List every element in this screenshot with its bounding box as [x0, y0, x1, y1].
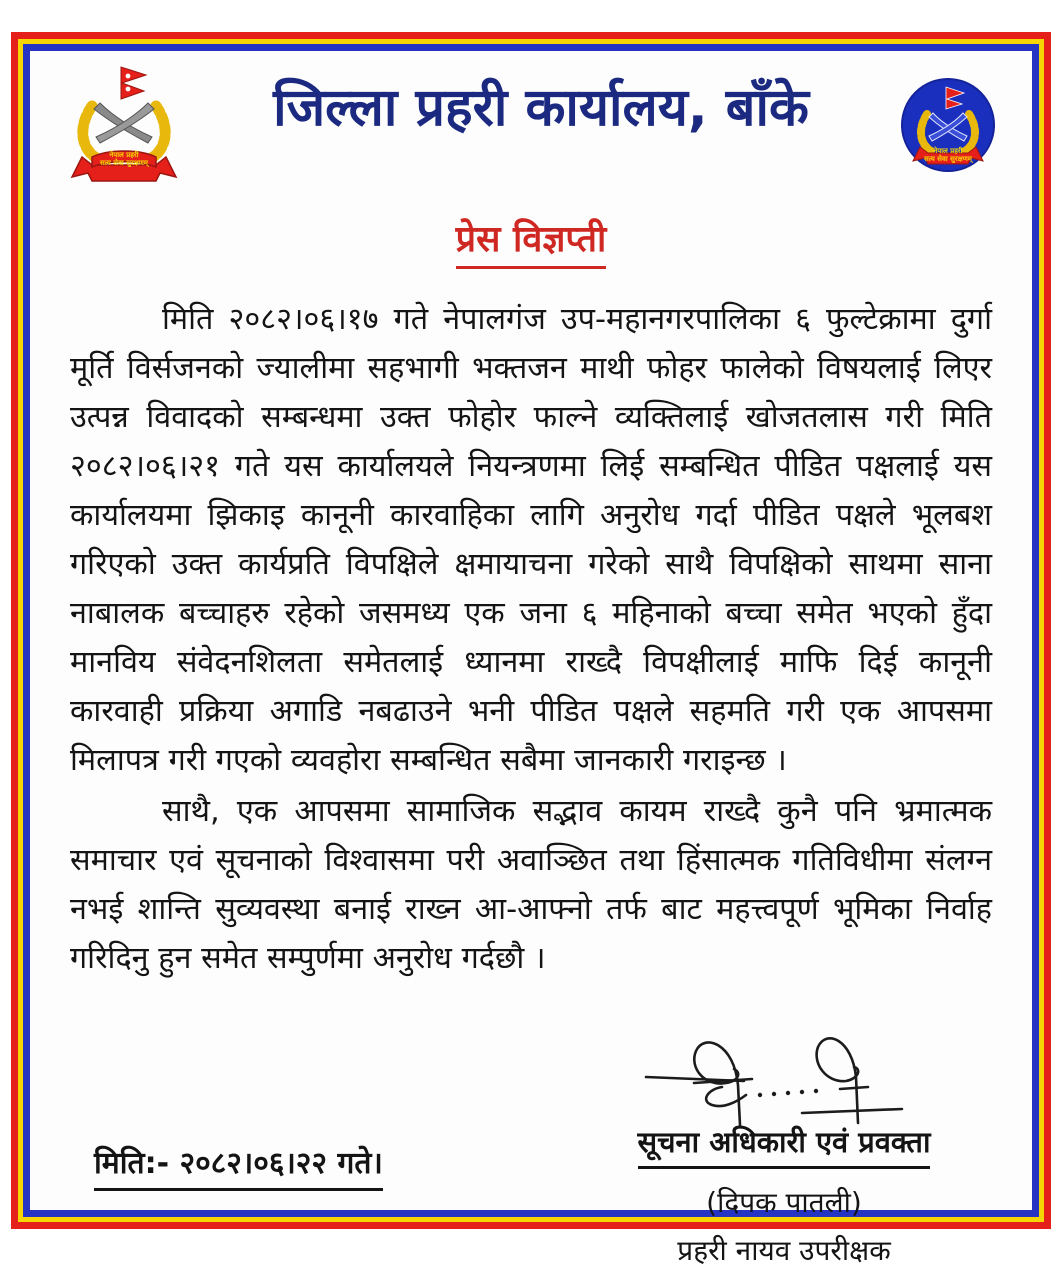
- middle-yellow-border: [18, 39, 1044, 1267]
- emblem-motto-text: नेपाल प्रहरी सत्य सेवा सुरक्षणम्: [100, 151, 148, 167]
- police-round-crest-icon: [898, 73, 998, 183]
- nepal-police-emblem-left: [64, 61, 184, 191]
- letterhead: [64, 61, 998, 191]
- document-body: [70, 295, 992, 985]
- outer-red-border: [11, 32, 1051, 1267]
- paragraph-2: साथै, एक आपसमा सामाजिक सद्भाव कायम राख्दै कुनै पनि भ्रमात्मक समाचार एवं सूचनाको विश्वासमा परी अवाञ्छित तथा हिंसात्मक गतिविधीमा संलग्न नभई शान्ति सुव्यवस्था बनाई राख्न आ-आफ्नो तर्फ बाट महत्त्वपूर्ण भूमिका निर्वाह गरिदिनु हुन समेत सम्पुर्णमा अनुरोध गर्दछौ ।: [70, 794, 992, 976]
- press-release-title: प्रेस विज्ञप्ती: [456, 213, 607, 269]
- nepal-police-emblem-right: [898, 73, 998, 183]
- emblem-motto-text: नेपाल प्रहरी सत्य सेवा सुरक्षणम्: [924, 147, 972, 163]
- document-footer: [70, 1025, 992, 1269]
- signer-designation: सूचना अधिकारी एवं प्रवक्ता: [638, 1122, 931, 1169]
- signer-name: (दिपक पातली): [706, 1186, 862, 1219]
- signature-icon: [634, 1025, 934, 1130]
- signer-rank: प्रहरी नायव उपरीक्षक: [677, 1234, 891, 1267]
- inner-blue-border: [23, 44, 1039, 1267]
- signature-block: [604, 1025, 964, 1269]
- paragraph-1: मिति २०८२।०६।१७ गते नेपालगंज उप-महानगरपालिका ६ फुल्टेक्रामा दुर्गा मूर्ति विर्सजनको ज्यालीमा सहभागी भक्तजन माथी फोहर फालेको विषयलाई लिएर उत्पन्न विवादको सम्बन्धमा उक्त फोहोर फाल्ने व्यक्तिलाई खोजतलास गरी मिति २०८२।०६।२१ गते यस कार्यालयले नियन्त्रणमा लिई सम्बन्धित पीडित पक्षलाई यस कार्यालयमा झिकाइ कानूनी कारवाहिका लागि अनुरोध गर्दा पीडित पक्षले भूलबश गरिएको उक्त कार्यप्रति विपक्षिले क्षमायाचना गरेको साथै विपक्षिको साथमा साना नाबालक बच्चाहरु रहेको जसमध्य एक जना ६ महिनाको बच्चा समेत भएको हुँदा मानविय संवेदनशिलता समेतलाई ध्यानमा राख्दै विपक्षीलाई माफि दिई कानूनी कारवाही प्रक्रिया अगाडि नबढाउने भनी पीडित पक्षले सहमति गरी एक आपसमा मिलापत्र गरी गएको व्यवहोरा सम्बन्धित सबैमा जानकारी गराइन्छ ।: [70, 302, 992, 778]
- police-crest-icon: [64, 61, 184, 191]
- issue-date: मिति:- २०८२।०६।२२ गते।: [94, 1141, 383, 1191]
- office-title: जिल्ला प्रहरी कार्यालय, बाँके: [273, 78, 809, 138]
